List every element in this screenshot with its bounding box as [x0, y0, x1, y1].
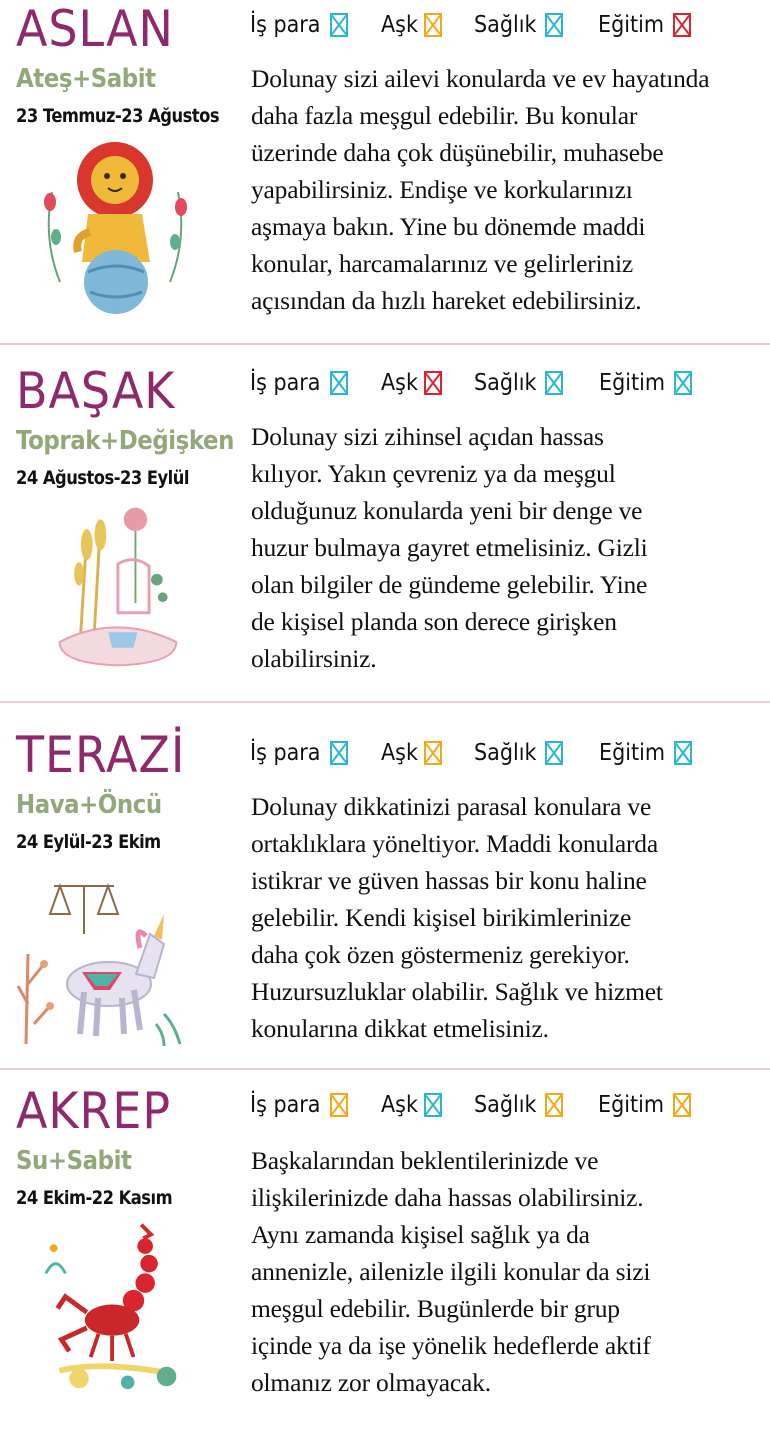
- rating-box-red-icon: [673, 13, 691, 37]
- sign-name: TERAZİ: [16, 726, 186, 784]
- text-line: olabilirsiniz.: [251, 644, 377, 673]
- sign-dates: 24 Ekim-22 Kasım: [16, 1187, 173, 1209]
- horoscope-text: [251, 788, 766, 1047]
- rating-box-cyan-icon: [330, 741, 348, 765]
- text-line: konular, harcamalarınız ve gelirleriniz: [251, 249, 633, 278]
- sign-name: AKREP: [16, 1082, 172, 1140]
- rating-saglik: [474, 740, 563, 766]
- text-line: ortaklıklara yöneltiyor. Maddi konularda: [251, 829, 658, 858]
- rating-box-cyan-icon: [674, 741, 692, 765]
- text-line: Aynı zamanda kişisel sağlık ya da: [251, 1220, 590, 1249]
- rating-label: Eğitim: [598, 12, 665, 38]
- unicorn-with-scales-illustration: [14, 874, 189, 1049]
- rating-egitim: [599, 370, 692, 396]
- text-line: daha fazla meşgul edebilir. Bu konular: [251, 101, 638, 130]
- rating-box-orange-icon: [424, 13, 442, 37]
- rating-saglik: [474, 370, 563, 396]
- sign-element: Toprak+Değişken: [16, 426, 234, 456]
- sign-section-basak: [0, 362, 770, 702]
- rating-is-para: [250, 370, 348, 396]
- rating-box-cyan-icon: [674, 371, 692, 395]
- rating-ask: [381, 12, 442, 38]
- rating-label: İş para: [250, 1092, 321, 1118]
- wheat-and-flowers-illustration: [38, 496, 193, 676]
- section-divider: [0, 701, 770, 703]
- rating-label: Sağlık: [474, 740, 537, 766]
- text-line: Dolunay sizi ailevi konularda ve ev hayatında: [251, 64, 710, 93]
- rating-label: Aşk: [381, 12, 418, 38]
- rating-label: Aşk: [381, 740, 418, 766]
- rating-box-cyan-icon: [330, 371, 348, 395]
- sign-element: Su+Sabit: [16, 1146, 132, 1176]
- rating-label: Sağlık: [474, 1092, 537, 1118]
- rating-label: Eğitim: [598, 1092, 665, 1118]
- rating-ask: [381, 740, 442, 766]
- rating-is-para: [250, 740, 348, 766]
- horoscope-text: [251, 418, 766, 677]
- lion-on-globe-illustration: [38, 132, 193, 317]
- rating-label: Sağlık: [474, 12, 537, 38]
- rating-box-orange-icon: [330, 1093, 348, 1117]
- rating-box-cyan-icon: [424, 1093, 442, 1117]
- rating-egitim: [598, 1092, 691, 1118]
- horoscope-text: [251, 1142, 766, 1401]
- sign-dates: 23 Temmuz-23 Ağustos: [16, 105, 220, 127]
- rating-label: Eğitim: [599, 740, 666, 766]
- text-line: olduğunuz konularda yeni bir denge ve: [251, 496, 643, 525]
- text-line: Dolunay sizi zihinsel açıdan hassas: [251, 422, 604, 451]
- rating-ask: [381, 370, 442, 396]
- scorpion-illustration: [38, 1215, 193, 1395]
- rating-saglik: [474, 12, 563, 38]
- sign-section-akrep: [0, 1082, 770, 1432]
- text-line: aşmaya bakın. Yine bu dönemde maddi: [251, 212, 646, 241]
- rating-box-orange-icon: [545, 1093, 563, 1117]
- sign-dates: 24 Ağustos-23 Eylül: [16, 467, 189, 489]
- rating-egitim: [599, 740, 692, 766]
- text-line: Başkalarından beklentilerinizde ve: [251, 1146, 599, 1175]
- text-line: meşgul edebilir. Bugünlerde bir grup: [251, 1294, 620, 1323]
- text-line: olan bilgiler de gündeme gelebilir. Yine: [251, 570, 648, 599]
- rating-box-cyan-icon: [330, 13, 348, 37]
- sign-section-aslan: [0, 0, 770, 345]
- rating-label: Eğitim: [599, 370, 666, 396]
- sign-name: BAŞAK: [16, 362, 176, 420]
- text-line: gelebilir. Kendi kişisel birikimlerinize: [251, 903, 632, 932]
- rating-box-cyan-icon: [545, 741, 563, 765]
- text-line: Huzursuzluklar olabilir. Sağlık ve hizmet: [251, 977, 663, 1006]
- text-line: ilişkilerinizde daha hassas olabilirsiniz.: [251, 1183, 644, 1212]
- section-divider: [0, 1068, 770, 1070]
- rating-label: Sağlık: [474, 370, 537, 396]
- text-line: annenizle, ailenizle ilgili konular da sizi: [251, 1257, 651, 1286]
- text-line: Dolunay dikkatinizi parasal konulara ve: [251, 792, 652, 821]
- sign-element: Ateş+Sabit: [16, 64, 156, 94]
- text-line: konularına dikkat etmelisiniz.: [251, 1014, 549, 1043]
- rating-is-para: [250, 1092, 348, 1118]
- sign-element: Hava+Öncü: [16, 790, 162, 820]
- rating-label: Aşk: [381, 1092, 418, 1118]
- rating-box-cyan-icon: [545, 13, 563, 37]
- rating-box-orange-icon: [424, 741, 442, 765]
- rating-box-cyan-icon: [545, 371, 563, 395]
- rating-egitim: [598, 12, 691, 38]
- section-divider: [0, 343, 770, 345]
- rating-label: İş para: [250, 370, 321, 396]
- rating-label: İş para: [250, 740, 321, 766]
- text-line: daha çok özen göstermeniz gerekiyor.: [251, 940, 630, 969]
- text-line: açısından da hızlı hareket edebilirsiniz.: [251, 286, 642, 315]
- text-line: istikrar ve güven hassas bir konu haline: [251, 866, 647, 895]
- rating-label: İş para: [250, 12, 321, 38]
- text-line: yapabilirsiniz. Endişe ve korkularınızı: [251, 175, 633, 204]
- text-line: üzerinde daha çok düşünebilir, muhasebe: [251, 138, 664, 167]
- sign-section-terazi: [0, 726, 770, 1066]
- text-line: huzur bulmaya gayret etmelisiniz. Gizli: [251, 533, 648, 562]
- horoscope-text: [251, 60, 766, 319]
- rating-ask: [381, 1092, 442, 1118]
- rating-box-orange-icon: [673, 1093, 691, 1117]
- rating-is-para: [250, 12, 348, 38]
- sign-dates: 24 Eylül-23 Ekim: [16, 831, 161, 853]
- text-line: içinde ya da işe yönelik hedeflerde aktif: [251, 1331, 651, 1360]
- text-line: olmanız zor olmayacak.: [251, 1368, 491, 1397]
- text-line: de kişisel planda son derece girişken: [251, 607, 617, 636]
- sign-name: ASLAN: [16, 0, 174, 58]
- rating-label: Aşk: [381, 370, 418, 396]
- rating-saglik: [474, 1092, 563, 1118]
- text-line: kılıyor. Yakın çevreniz ya da meşgul: [251, 459, 616, 488]
- rating-box-red-icon: [424, 371, 442, 395]
